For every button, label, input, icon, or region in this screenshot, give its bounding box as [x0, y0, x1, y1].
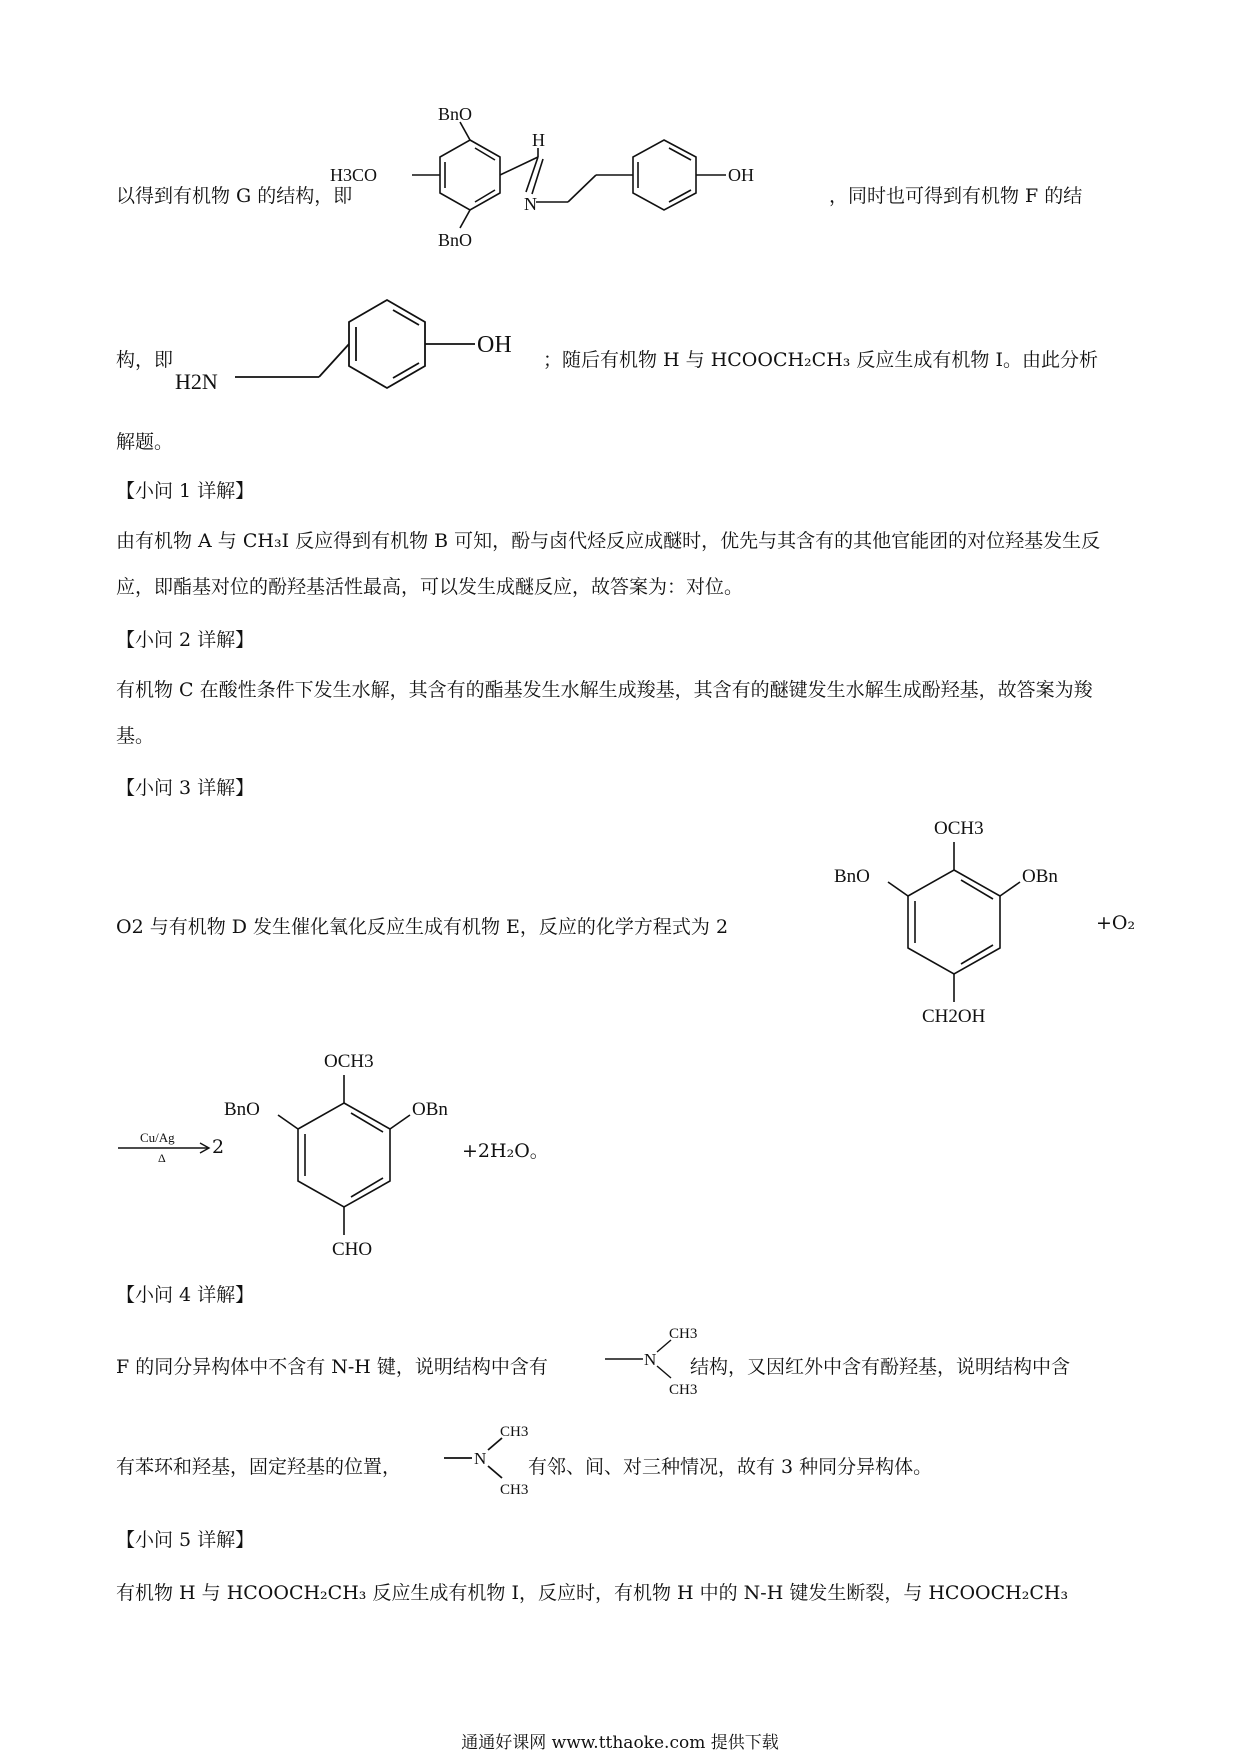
f-text-cont: 解题。 — [116, 431, 174, 453]
n1-atom: N — [644, 1350, 657, 1369]
e-obn: OBn — [412, 1099, 448, 1120]
d-ch2oh: CH2OH — [922, 1006, 986, 1027]
q1-heading: 【小问 1 详解】 — [116, 480, 255, 502]
f-text-before: 构，即 — [116, 349, 174, 371]
structure-g — [300, 104, 830, 270]
dimethylamino-structure-2 — [440, 1420, 530, 1500]
n1-ch3-top: CH3 — [669, 1326, 698, 1342]
structure-d — [834, 818, 1090, 1030]
q3-heading: 【小问 3 详解】 — [116, 777, 255, 799]
n2-ch3-bottom: CH3 — [500, 1482, 529, 1498]
q3-text: O2 与有机物 D 发生催化氧化反应生成有机物 E，反应的化学方程式为 2 — [116, 916, 729, 938]
q4-text1: F 的同分异构体中不含有 N-H 键，说明结构中含有 — [116, 1356, 548, 1378]
g-text-after: ，同时也可得到有机物 F 的结 — [829, 185, 1083, 207]
f-h2n: H2N — [175, 369, 218, 394]
q3-plus-o2: +O₂ — [1096, 912, 1136, 934]
q5-text: 有机物 H 与 HCOOCH₂CH₃ 反应生成有机物 I，反应时，有机物 H 中的 N-H 键发生断裂，与 HCOOCH₂CH₃ — [116, 1582, 1069, 1604]
q3-coef: 2 — [212, 1136, 225, 1158]
f-text-after: ；随后有机物 H 与 HCOOCH₂CH₃ 反应生成有机物 I。由此分析 — [543, 349, 1098, 371]
e-och3: OCH3 — [324, 1051, 374, 1072]
q5-heading: 【小问 5 详解】 — [116, 1529, 255, 1551]
reaction-arrow — [116, 1128, 216, 1168]
g-h3co: H3CO — [330, 165, 378, 185]
n2-atom: N — [474, 1449, 487, 1468]
n2-ch3-top: CH3 — [500, 1424, 529, 1440]
g-text-before: 以得到有机物 G 的结构，即 — [116, 185, 353, 207]
structure-f — [175, 295, 545, 415]
arrow-condition: Cu/Ag — [140, 1130, 175, 1145]
q2-heading: 【小问 2 详解】 — [116, 629, 255, 651]
g-bno-bottom: BnO — [438, 230, 473, 250]
d-bno: BnO — [834, 866, 870, 887]
dimethylamino-structure-1 — [605, 1322, 698, 1402]
g-oh: OH — [728, 165, 754, 185]
page-footer: 通通好课网 www.tthaoke.com 提供下载 — [461, 1733, 779, 1753]
g-h: H — [532, 130, 545, 150]
d-och3: OCH3 — [934, 818, 984, 839]
n1-ch3-bottom: CH3 — [669, 1382, 698, 1398]
e-bno: BnO — [224, 1099, 260, 1120]
q3-plus-water: +2H₂O。 — [462, 1140, 549, 1162]
q4-text4: 有邻、间、对三种情况，故有 3 种同分异构体。 — [528, 1456, 933, 1478]
q4-heading: 【小问 4 详解】 — [116, 1284, 255, 1306]
structure-e — [224, 1051, 480, 1263]
e-cho: CHO — [332, 1239, 373, 1260]
g-bno-top: BnO — [438, 104, 473, 124]
g-n: N — [524, 194, 537, 214]
q4-text2: 结构，又因红外中含有酚羟基，说明结构中含 — [690, 1356, 1071, 1378]
q2-text: 有机物 C 在酸性条件下发生水解，其含有的酯基发生水解生成羧基，其含有的醚键发生水解生成酚羟基，故答案为羧基。 — [116, 679, 1093, 747]
d-obn: OBn — [1022, 866, 1058, 887]
arrow-heat: Δ — [158, 1151, 166, 1165]
q4-text3: 有苯环和羟基，固定羟基的位置， — [116, 1456, 402, 1478]
q1-text: 由有机物 A 与 CH₃I 反应得到有机物 B 可知，酚与卤代烃反应成醚时，优先与其含有的其他官能团的对位羟基发生反应，即酯基对位的酚羟基活性最高，可以发生成醚反应，故答案为：对位。 — [116, 530, 1101, 598]
f-oh: OH — [477, 332, 512, 358]
